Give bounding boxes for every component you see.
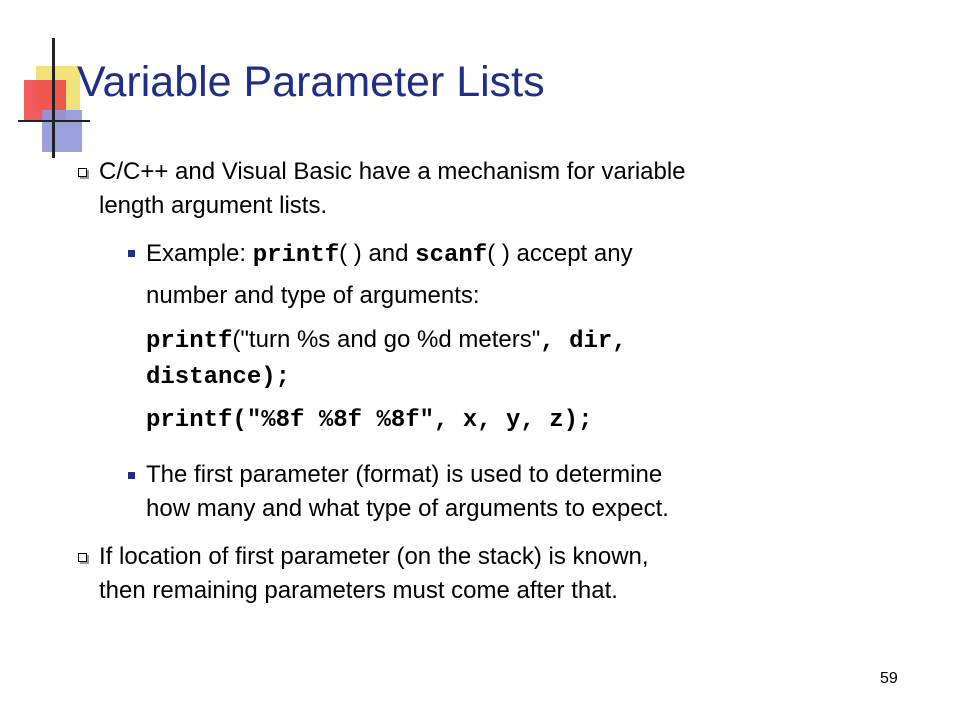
filled-square-bullet-icon (128, 472, 135, 479)
hollow-square-bullet-icon (78, 168, 87, 177)
sub-bullet-1-mid-1: ( ) and (339, 240, 416, 267)
bullet-1-line-2: length argument lists. (99, 192, 328, 219)
sub-bullet-1-line-1 (146, 236, 866, 274)
bullet-1-line-1: C/C++ and Visual Basic have a mechanism for variable (99, 158, 686, 185)
hollow-square-bullet-icon (78, 553, 87, 562)
logo-horizontal-line (18, 120, 90, 122)
slide-title: Variable Parameter Lists (77, 58, 545, 106)
sub-bullet-2-line-2: how many and what type of arguments to expect. (146, 495, 669, 522)
bullet-2-text (99, 540, 899, 608)
code-example-1-line-1 (146, 322, 627, 360)
code-example-1-string: ("turn %s and go %d meters" (232, 326, 541, 353)
sub-bullet-1-line-2: number and type of arguments: (146, 282, 480, 309)
page-number: 59 (880, 670, 898, 687)
logo-vertical-line (52, 38, 55, 158)
logo-blue-square (42, 110, 82, 152)
code-example-1-line-2: distance); (146, 364, 291, 391)
bullet-2-line-2: then remaining parameters must come after that. (99, 577, 618, 604)
bullet-1-text (99, 155, 899, 223)
code-example-1-func: printf (146, 328, 233, 355)
printf-code: printf (252, 242, 340, 269)
bullet-2-line-1: If location of first parameter (on the stack) is known, (99, 543, 649, 570)
code-example-1-args: , dir, (540, 328, 627, 355)
sub-bullet-1-text (146, 236, 866, 318)
sub-bullet-2-text (146, 458, 866, 526)
scanf-code: scanf (415, 242, 488, 269)
code-example-2: printf("%8f %8f %8f", x, y, z); (146, 407, 593, 434)
code-example-1 (146, 322, 627, 396)
sub-bullet-2-line-1: The first parameter (format) is used to determine (146, 461, 663, 488)
filled-square-bullet-icon (128, 250, 135, 257)
sub-bullet-1-mid-2: ( ) accept any (487, 240, 633, 267)
sub-bullet-1-prefix: Example: (146, 240, 253, 267)
